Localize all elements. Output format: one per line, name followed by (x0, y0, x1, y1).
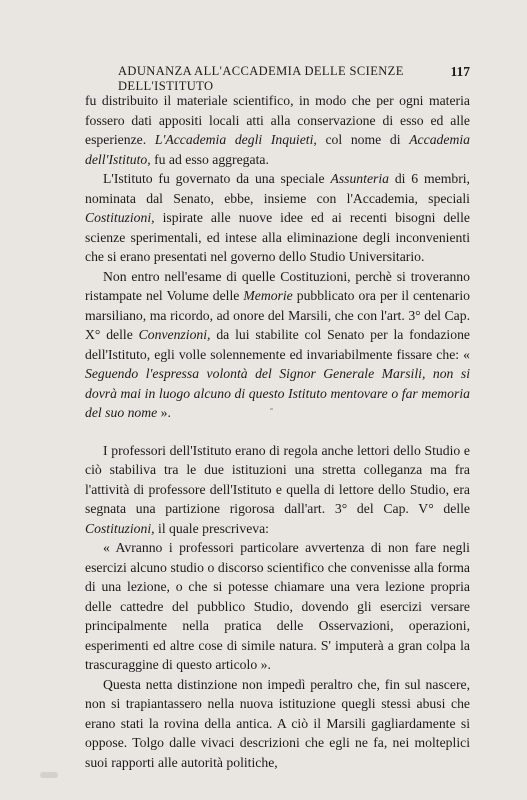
text-run: col nome di (316, 132, 410, 147)
text-run: ». (157, 405, 171, 420)
italic-text: Seguendo l'espressa volontà del Signor Generale Marsili, non si dovrà mai in luogo alcuno di questo Istituto mentovare o far memoria del suo nome (85, 366, 470, 420)
italic-text: L'Accademia degli Inquieti, (154, 132, 317, 147)
paragraph (85, 91, 470, 169)
page-number: 117 (450, 64, 470, 79)
print-speck (270, 408, 273, 410)
text-run: il quale prescriveva: (154, 520, 269, 536)
text-run: fu ad esso aggregata. (150, 151, 269, 167)
paragraph (85, 675, 470, 773)
section-break (85, 423, 470, 441)
paragraph (85, 441, 470, 539)
paragraph (85, 267, 470, 423)
text-run: fu distribuito il materiale scientifico, in modo che per ogni materia fossero dati appositi locali atti alla conservazione di esso ed alle esperienze. (85, 93, 470, 147)
text-run: da lui stabilite col Senato per la fondazione dell'Istituto, egli volle solennemente ed invariabilmente fissare che: « (85, 327, 470, 362)
text-run: L'Istituto fu governato da una speciale (103, 171, 331, 186)
italic-text: Memorie (243, 288, 293, 303)
text-run: Questa netta distinzione non impedì peraltro che, fin sul nascere, non si trapiantassero nella nuova istituzione quegli stessi abusi che erano stati la rovina della antica. A ciò il Marsili gagliardamente si oppose. Tolgo dalle vivaci descrizioni che egli ne fa, nei molteplici suoi rapporti alle autorità politiche, (85, 676, 470, 770)
italic-text: Assunteria (330, 171, 390, 186)
paragraph (85, 538, 470, 675)
paper-smudge (40, 772, 58, 778)
italic-text: Convenzioni, (138, 327, 211, 342)
text-run: I professori dell'Istituto erano di regola anche lettori dello Studio e ciò stabiliva tra le due istituzioni una stretta colleganza ma fra l'attività di professore dell'Istituto e quella di lettore dello Studio, era segnata una partizione rigorosa dall'art. 3° del Cap. V° delle (85, 442, 470, 516)
italic-text: Costituzioni, (85, 210, 155, 225)
text-run: Non entro nell'esame di quelle Costituzioni, perchè si troveranno ristampate nel Volume delle (85, 268, 470, 303)
body-text (85, 91, 470, 772)
paragraph (85, 169, 470, 267)
text-run: « Avranno i professori particolare avvertenza di non fare negli esercizi alcuno studio o discorso scientifico che convenisse alla forma di una lezione, o che si potesse chiamare una vera lezione propria delle cattedre del pubblico Studio, dovendo gli esercizi versare principalmente nella pratica delle Osservazioni, operazioni, esperimenti ed altre cose di simile natura. S' imputerà a gran colpa la trascuraggine di questo articolo ». (85, 540, 470, 672)
italic-text: Costituzioni, (85, 520, 155, 536)
text-run: pubblicato ora per il centenario marsiliano, ma ricordo, ad onore del Marsili, che con l'art. 3° del Cap. X° delle (85, 288, 470, 342)
text-run: di 6 membri, nominata dal Senato, ebbe, insieme con l'Accademia, speciali (85, 171, 470, 206)
running-header (118, 64, 470, 94)
italic-text: Accademia dell'Istituto, (85, 132, 470, 167)
text-run: ispirate alle nuove idee ed ai recenti bisogni delle scienze sperimentali, ed intese alla eliminazione degli inconvenienti che si erano presentati nel governo dello Studio Universitario. (85, 210, 470, 264)
running-title: ADUNANZA ALL'ACCADEMIA DELLE SCIENZE DELL'ISTITUTO (118, 64, 404, 93)
